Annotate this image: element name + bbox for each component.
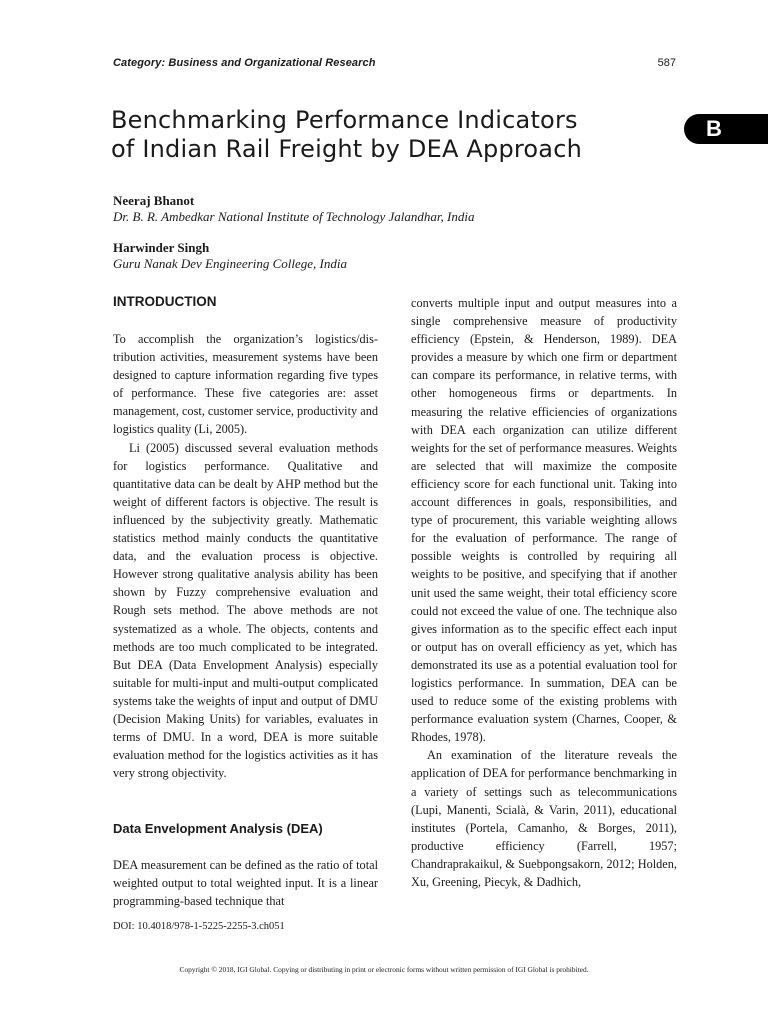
dea-paragraph-1: DEA measurement can be defined as the ratio of total weighted output to total weighted input. It is a linear programming-based technique that <box>113 858 378 909</box>
intro-paragraph-1: To accomplish the organization’s logistics/distribution activities, measurement systems have been designed to capture information regarding five types of performance. These five categories are: asset management, cost, customer service, productivity and logistics quality (Li, 2005). <box>113 332 378 437</box>
title-line-2: of Indian Rail Freight by DEA Approach <box>111 135 583 163</box>
right-column <box>411 294 677 891</box>
left-column-intro <box>113 330 378 782</box>
author-affiliation: Dr. B. R. Ambedkar National Institute of Technology Jalandhar, India <box>113 209 475 224</box>
dea-heading: Data Envelopment Analysis (DEA) <box>113 821 323 836</box>
author-affiliation: Guru Nanak Dev Engineering College, India <box>113 256 347 271</box>
doi-line: DOI: 10.4018/978-1-5225-2255-3.ch051 <box>113 921 285 932</box>
copyright-notice: Copyright © 2018, IGI Global. Copying or distributing in print or electronic forms without written permission of IGI Global is prohibited. <box>179 965 589 974</box>
title-line-1: Benchmarking Performance Indicators <box>111 106 578 134</box>
dea-paragraph-2: An examination of the literature reveals the application of DEA for performance benchmarking in a variety of settings such as telecommunications (Lupi, Manenti, Scialà, & Varin, 2011), educational institutes (Portela, Camanho, & Borges, 2011), productive efficiency (Farrell, 1957; Chandraprakaikul, & Suebpongsakorn, 2012; Holden, Xu, Greening, Piecyk, & Dadhich, <box>411 748 677 889</box>
author-name: Neeraj Bhanot <box>113 193 195 208</box>
author-name: Harwinder Singh <box>113 240 210 255</box>
category-label: Category: Business and Organizational Research <box>113 57 376 69</box>
introduction-heading: INTRODUCTION <box>113 294 217 309</box>
page-number: 587 <box>657 57 676 69</box>
intro-paragraph-2: Li (2005) discussed several evaluation methods for logistics performance. Qualitative and quantitative data can be dealt by AHP method but the weight of different factors is objective. The result is influenced by the subjectivity greatly. Mathematic statistics method mainly conducts the quantitative data, and the evaluation process is objective. However strong qualitative analysis ability has been shown by Fuzzy comprehensive evaluation and Rough sets method. The above methods are not systematized as a whole. The objects, contents and methods are too much complicated to be integrated. But DEA (Data Envelopment Analysis) especially suitable for multi-input and multi-output complicated systems take the weights of input and output of DMU (Decision Making Units) for variables, evaluates in terms of DMU. In a word, DEA is more suitable evaluation method for the logistics activities as it has very strong objectivity. <box>113 440 378 781</box>
chapter-title <box>111 106 671 164</box>
dea-paragraph-1-continued: converts multiple input and output measures into a single comprehensive measure of productivity efficiency (Epstein, & Henderson, 1989). DEA provides a measure by which one firm or department can compare its performance, in relative terms, with other homogeneous firms or departments. In measuring the relative efficiencies of organizations with DEA each organization can utilize different weights for the set of performance measures. Weights are selected that will maximize the composite efficiency score for each functional unit. Taking into account differences in goals, responsibilities, and type of procurement, this variable weighting allows for the evaluation of performance. The range of possible weights is controlled by requiring all weights to be positive, and specifying that if another unit used the same weight, their total efficiency score could not exceed the value of one. The technique also gives information as to the specific effect each input or output has on overall efficiency as yet, which has demonstrated its use as a potential evaluation tool for logistics performance. In summation, DEA can be used to reduce some of the existing problems with performance evaluation system (Charnes, Cooper, & Rhodes, 1978). <box>411 296 677 745</box>
left-column-dea <box>113 856 378 910</box>
section-letter-tab: B <box>684 114 768 144</box>
